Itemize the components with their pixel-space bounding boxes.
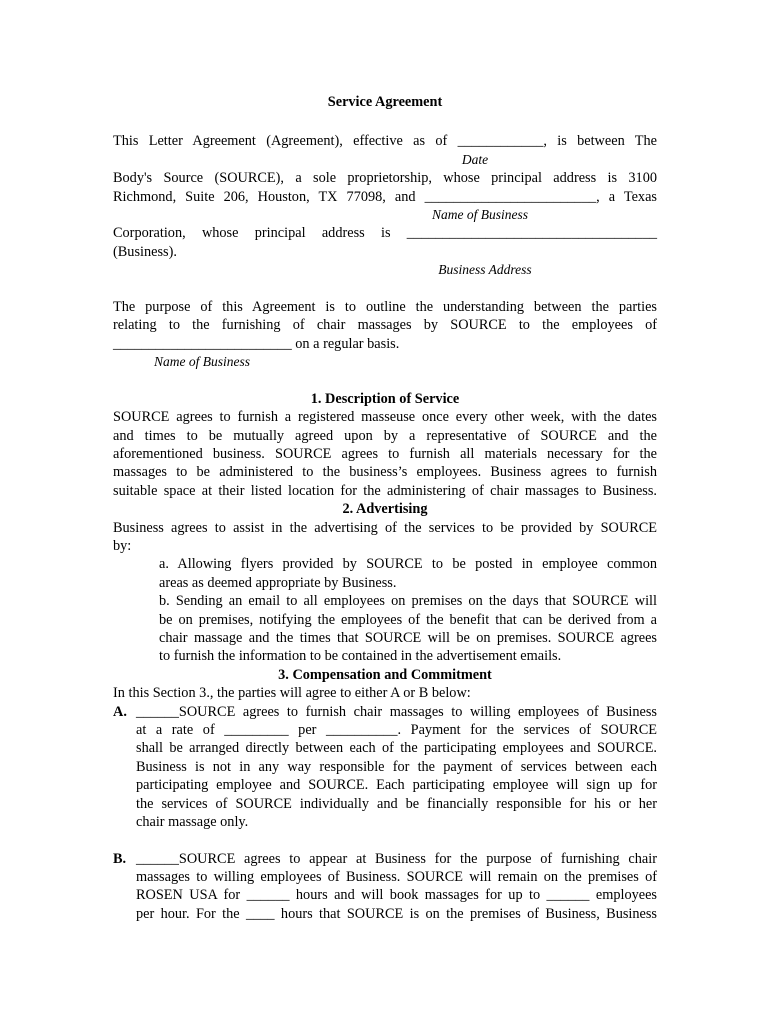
section-3-heading: 3. Compensation and Commitment — [278, 666, 492, 683]
spacer — [113, 831, 657, 849]
intro-line-5: (Business). — [113, 243, 177, 260]
section-1-line: and times to be mutually agreed upon by a representative of SOURCE and the — [113, 427, 657, 444]
item-b-line: b. Sending an email to all employees on premises on the days that SOURCE will — [159, 593, 657, 610]
section-3-intro: In this Section 3., the parties will agree to either A or B below: — [113, 685, 471, 702]
section-2-intro-line-1: Business agrees to assist in the advertising of the services to be provided by SOURCE — [113, 519, 657, 536]
item-b-line: to furnish the information to be contained in the advertisement emails. — [159, 648, 562, 665]
spacer — [113, 280, 657, 298]
purpose-line-2: relating to the furnishing of chair massages by SOURCE to the employees of — [113, 317, 657, 334]
section-1-line: massages to be administered to the business’s employees. Business agrees to furnish — [113, 464, 657, 481]
section-compensation — [113, 666, 657, 923]
section-2-intro-line-2: by: — [113, 538, 132, 555]
option-a-line: the services of SOURCE individually and be financially responsible for his or her — [136, 795, 657, 812]
option-b-first-line — [113, 850, 657, 868]
item-b-line: chair massage and the times that SOURCE will be on premises. SOURCE agrees — [159, 629, 657, 646]
option-a-first-line — [113, 703, 657, 721]
purpose-business-name-caption: Name of Business — [154, 354, 250, 370]
option-b — [113, 850, 657, 924]
date-caption: Date — [461, 151, 489, 167]
document-page — [113, 90, 657, 923]
option-a-line: ______SOURCE agrees to furnish chair massages to willing employees of Business — [136, 703, 657, 720]
intro-paragraph — [113, 132, 657, 279]
option-a-line: Business is not in any way responsible for the payment of services between each — [136, 758, 657, 775]
document-title: Service Agreement — [327, 94, 443, 110]
option-a-line: shall be arranged directly between each of the participating employees and SOURCE. — [136, 740, 657, 757]
option-b-label: B. — [113, 850, 127, 867]
purpose-line-3: _________________________ on a regular basis. — [113, 335, 400, 352]
option-a — [113, 703, 657, 832]
section-1-heading: 1. Description of Service — [310, 390, 460, 407]
option-a-label: A. — [113, 703, 127, 720]
advertising-item-a — [113, 555, 657, 592]
section-advertising — [113, 500, 657, 666]
option-a-line: participating employee and SOURCE. Each participating employee will sign up for — [136, 777, 657, 794]
intro-line-2: Body's Source (SOURCE), a sole proprietorship, whose principal address is 3100 — [113, 170, 657, 187]
section-2-heading: 2. Advertising — [342, 501, 428, 518]
purpose-paragraph — [113, 298, 657, 372]
item-a-line: a. Allowing flyers provided by SOURCE to be posted in employee common — [159, 556, 657, 573]
option-b-line: per hour. For the ____ hours that SOURCE is on the premises of Business, Business — [136, 905, 657, 922]
intro-line-4: Corporation, whose principal address is ___________________________________ — [113, 225, 657, 242]
intro-line-3: Richmond, Suite 206, Houston, TX 77098, and ________________________, a Texas — [113, 188, 657, 205]
intro-line-1: This Letter Agreement (Agreement), effective as of ____________, is between The — [113, 133, 657, 150]
option-b-line: ______SOURCE agrees to appear at Business for the purpose of furnishing chair — [136, 850, 657, 867]
section-description-of-service — [113, 390, 657, 500]
advertising-item-b — [113, 592, 657, 666]
business-address-caption: Business Address — [438, 262, 532, 278]
spacer — [113, 371, 657, 389]
item-b-line: be on premises, notifying the employees of the benefit that can be derived from a — [159, 611, 657, 628]
option-a-line: at a rate of _________ per __________. Payment for the services of SOURCE — [136, 721, 657, 738]
section-1-line: aforementioned business. SOURCE agrees to furnish all materials necessary for the — [113, 446, 657, 463]
option-b-line: ROSEN USA for ______ hours and will book massages for up to ______ employees — [136, 887, 657, 904]
business-name-caption: Name of Business — [432, 206, 528, 222]
option-a-line: chair massage only. — [136, 813, 249, 830]
section-1-line: suitable space at their listed location for the administering of chair massages to Business. — [113, 482, 657, 499]
section-1-line: SOURCE agrees to furnish a registered masseuse once every other week, with the dates — [113, 409, 657, 426]
item-a-line: areas as deemed appropriate by Business. — [159, 574, 397, 591]
purpose-line-1: The purpose of this Agreement is to outline the understanding between the parties — [113, 298, 657, 315]
option-b-line: massages to willing employees of Business. SOURCE will remain on the premises of — [136, 869, 657, 886]
spacer — [113, 114, 657, 132]
